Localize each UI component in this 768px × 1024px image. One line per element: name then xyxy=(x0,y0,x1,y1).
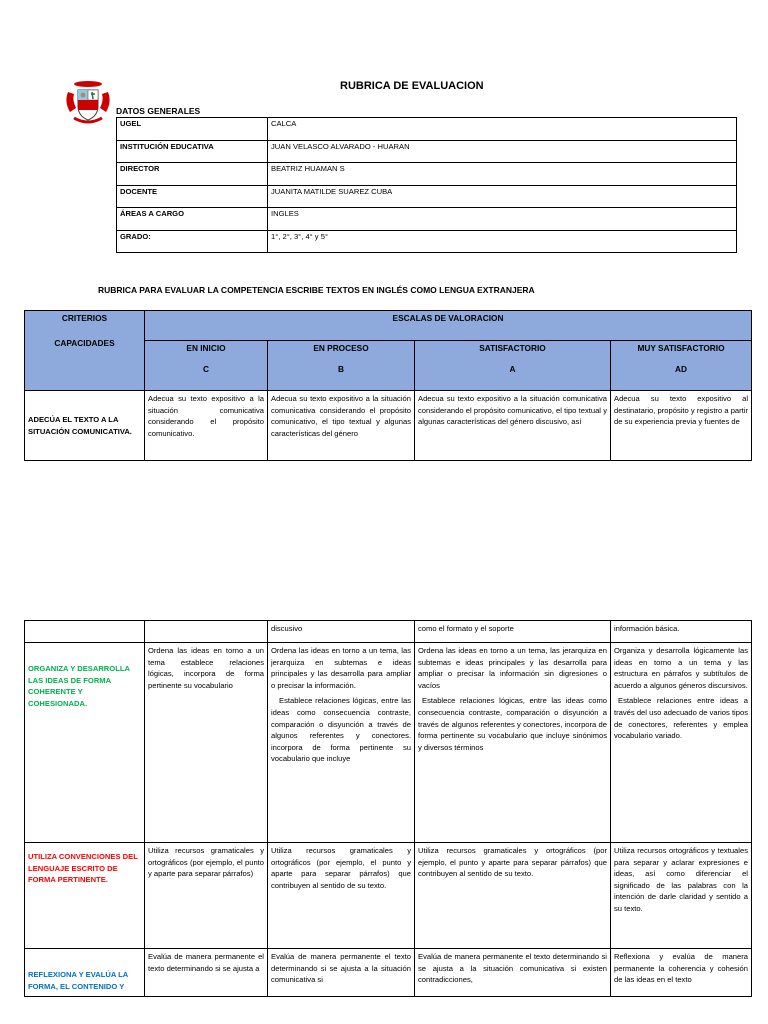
level-a-cell: Adecua su texto expositivo a la situación comunicativa considerando el propósito comunicativo, el tipo textual y algunas características del género discusivo, así xyxy=(415,391,611,461)
level-c-cell: Evalúa de manera permanente el texto determinando si se ajusta a xyxy=(145,949,268,997)
criteria-header: CRITERIOS xyxy=(61,313,108,323)
level-b-cell xyxy=(268,643,415,843)
table-row xyxy=(25,843,752,949)
level-a-cell: como el formato y el soporte xyxy=(415,621,611,643)
level-a-cell: Evalúa de manera permanente el texto determinando si se ajusta a la situación comunicativa si existen contradicciones, xyxy=(415,949,611,997)
rubric-table-continued xyxy=(24,620,752,997)
level-ad-cell xyxy=(611,643,752,843)
criterion-cell xyxy=(25,643,145,843)
capacities-header: CAPACIDADES xyxy=(54,337,115,348)
level-code: A xyxy=(509,363,516,374)
info-value: INGLES xyxy=(268,208,737,231)
level-b-cell: discusivo xyxy=(268,621,415,643)
level-name: EN PROCESO xyxy=(313,343,369,353)
rubric-title: RUBRICA PARA EVALUAR LA COMPETENCIA ESCRIBE TEXTOS EN INGLÉS COMO LENGUA EXTRANJERA xyxy=(98,285,535,295)
level-header-cell xyxy=(268,341,415,391)
criterion-label: ADECÚA EL TEXTO A LA SITUACIÓN COMUNICATIVA. xyxy=(28,414,132,436)
table-row xyxy=(25,391,752,461)
document-title: RUBRICA DE EVALUACION xyxy=(340,80,484,92)
level-a-cell: Utiliza recursos gramaticales y ortográficos (por ejemplo, el punto y aparte para separar párrafos) que contribuyen al sentido de su texto. xyxy=(415,843,611,949)
level-ad-cell: Adecua su texto expositivo al destinatario, propósito y registro a partir de su experiencia previa y fuentes de xyxy=(611,391,752,461)
table-row xyxy=(25,949,752,997)
peru-coat-of-arms-icon xyxy=(62,78,114,126)
criterion-label: ORGANIZA Y DESARROLLA LAS IDEAS DE FORMA COHERENTE Y COHESIONADA. xyxy=(28,664,130,708)
criterion-cell xyxy=(25,949,145,997)
rubric-table xyxy=(24,310,752,461)
info-value: JUANITA MATILDE SUAREZ CUBA xyxy=(268,185,737,208)
info-key: INSTITUCIÓN EDUCATIVA xyxy=(117,140,268,163)
level-c-cell: Adecua su texto expositivo a la situación comunicativa considerando el propósito comunicativo. xyxy=(145,391,268,461)
info-value: 1°, 2°, 3°, 4° y 5° xyxy=(268,230,737,253)
level-ad-cell: Utiliza recursos ortográficos y textuales para separar y aclarar expresiones e ideas, así como diferenciar el significado de las palabras con la intención de darle claridad y sentido a su texto. xyxy=(611,843,752,949)
criterion-cell xyxy=(25,391,145,461)
criterion-label: REFLEXIONA Y EVALÚA LA FORMA, EL CONTENIDO Y xyxy=(28,970,128,991)
info-value: BEATRIZ HUAMAN S xyxy=(268,163,737,186)
level-header-cell xyxy=(415,341,611,391)
table-row xyxy=(25,311,752,341)
criterion-label: UTILIZA CONVENCIONES DEL LENGUAJE ESCRITO DE FORMA PERTINENTE. xyxy=(28,852,138,885)
criterion-cell xyxy=(25,843,145,949)
general-data-label: DATOS GENERALES xyxy=(116,106,201,116)
info-key: DIRECTOR xyxy=(117,163,268,186)
level-c-cell xyxy=(145,621,268,643)
table-row xyxy=(117,163,737,186)
level-code: AD xyxy=(675,363,687,374)
level-code: C xyxy=(203,363,209,374)
level-name: MUY SATISFACTORIO xyxy=(637,343,725,353)
table-row xyxy=(117,208,737,231)
level-header-cell xyxy=(145,341,268,391)
level-b-cell: Evalúa de manera permanente el texto determinando si se ajusta a la situación comunicativa si xyxy=(268,949,415,997)
level-b-text: Establece relaciones lógicas, entre las ideas como consecuencia contraste, comparación o disyunción a través de algunos referentes y conectores. incorpora de forma pertinente su vocabulario que incluye xyxy=(271,696,411,764)
level-ad-text: Establece relaciones entre ideas a través del uso adecuado de varios tipos de conectores, referentes y emplea vocabulario variado. xyxy=(614,696,748,741)
table-row xyxy=(117,230,737,253)
level-header-cell xyxy=(611,341,752,391)
level-ad-text: Organiza y desarrolla lógicamente las ideas en torno a un tema y las estructura en párrafos y subtítulos de acuerdo a algunos géneros discursivos. xyxy=(614,646,748,690)
table-row xyxy=(117,118,737,141)
info-value: CALCA xyxy=(268,118,737,141)
criterion-cell xyxy=(25,621,145,643)
level-c-cell: Utiliza recursos gramaticales y ortográficos (por ejemplo, el punto y aparte para separar párrafos) xyxy=(145,843,268,949)
table-row xyxy=(25,643,752,843)
level-a-text: Establece relaciones lógicas, entre las ideas como consecuencia contraste, comparación o disyunción a través de algunos referentes y conectores, incorpora de forma pertinente su vocabulario que incluye sinónimos y diversos términos xyxy=(418,696,607,752)
table-row xyxy=(117,185,737,208)
level-code: B xyxy=(338,363,344,374)
info-key: ÁREAS A CARGO xyxy=(117,208,268,231)
info-key: UGEL xyxy=(117,118,268,141)
level-b-cell: Adecua su texto expositivo a la situación comunicativa considerando el propósito comunicativo, el tipo textual y algunas características del género xyxy=(268,391,415,461)
level-b-text: Ordena las ideas en torno a un tema, las jerarquiza en subtemas e ideas principales y las desarrolla para ampliar o precisar la información. xyxy=(271,646,411,690)
level-a-text: Ordena las ideas en torno a un tema, las jerarquiza en subtemas e ideas principales y las desarrolla para ampliar o precisar la información sin digresiones o vacíos xyxy=(418,646,607,690)
level-name: EN INICIO xyxy=(186,343,226,353)
level-ad-cell: Reflexiona y evalúa de manera permanente la coherencia y cohesión de las ideas en el texto xyxy=(611,949,752,997)
table-row xyxy=(25,621,752,643)
level-b-cell: Utiliza recursos gramaticales y ortográficos (por ejemplo, el punto y aparte para separar párrafos) que contribuyen al sentido de su texto. xyxy=(268,843,415,949)
scales-header: ESCALAS DE VALORACION xyxy=(145,311,752,341)
level-c-cell: Ordena las ideas en torno a un tema establece relaciones lógicas, incorpora de forma pertinente su vocabulario xyxy=(145,643,268,843)
info-key: GRADO: xyxy=(117,230,268,253)
table-row xyxy=(117,140,737,163)
level-a-cell xyxy=(415,643,611,843)
level-name: SATISFACTORIO xyxy=(479,343,546,353)
info-key: DOCENTE xyxy=(117,185,268,208)
level-ad-cell: información básica. xyxy=(611,621,752,643)
general-data-table xyxy=(116,117,737,253)
info-value: JUAN VELASCO ALVARADO - HUARAN xyxy=(268,140,737,163)
criteria-header-cell xyxy=(25,311,145,391)
